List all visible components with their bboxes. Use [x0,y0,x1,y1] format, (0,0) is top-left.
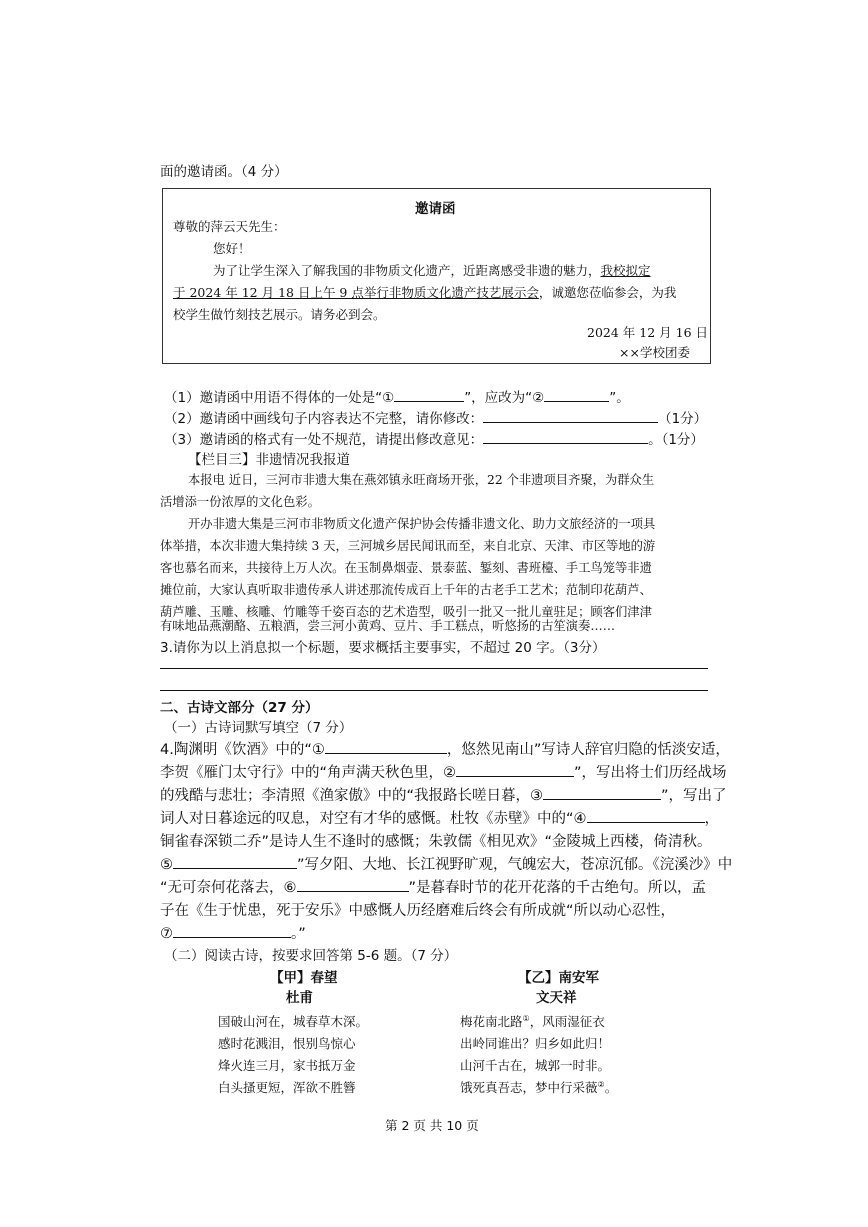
q2-score: （1分） [658,411,708,427]
l6-text-b: ”写夕阳、大地、长江视野旷观，气魄宏大，苍凉沉郁。《浣溪沙》中 [297,857,733,873]
poem-right-title: 【乙】南安军 [518,970,599,986]
answer-blank-2[interactable] [544,387,609,402]
poem-right-line-3: 山河千古在，城郭一时非。 [460,1058,611,1073]
news-p2-line-2: 体举措，本次非遗大集持续 3 天，三河城乡居民闻讯而至，来自北京、天津、市区等地的游 [160,539,656,553]
invitation-body-line-1 [213,261,651,279]
fill-line-4 [160,807,719,828]
footnote-marker-1: ① [522,1013,530,1023]
fill-blank-1[interactable] [325,739,447,754]
q1-text-c: ”。 [609,390,630,406]
poem-right-line-2: 出岭同谁出？归乡如此归！ [460,1036,611,1051]
news-p2-line-6: 有味地品燕潮酪、五粮酒，尝三河小黄鸡、豆片、手工糕点，听悠扬的古笙演奏…… [160,619,615,633]
body-line-1-text: 为了让学生深入了解我国的非物质文化遗产，近距离感受非遗的魅力， [213,263,601,278]
poem-right-line-4 [460,1078,617,1096]
l9-text-b: 。” [291,926,306,942]
q3-text: （3）邀请函的格式有一处不规范，请提出修改意见： [164,432,484,448]
fill-blank-7[interactable] [173,923,291,938]
fill-line-5: 铜雀春深锁二乔”是诗人生不逢时的感慨；朱敦儒《相见欢》“金陵城上西楼，倚清秋。 [160,834,712,850]
question-3: 3.请你为以上消息拟一个标题，要求概括主要事实，不超过 20 字。（3分） [160,640,606,656]
poem-left-author: 杜甫 [286,990,313,1006]
news-p2-line-5: 葫芦雕、玉雕、核雕、竹雕等千姿百态的艺术造型，吸引一批又一批儿童驻足；顾客们津津 [160,605,652,619]
column3-heading: 【栏目三】非遗情况我报道 [188,452,350,468]
fill-line-1 [160,738,730,759]
news-p2-line-4: 摊位前，大家认真听取非遗传承人讲述那流传成百上千年的古老手工艺术；范制印花葫芦、 [160,583,652,597]
page-footer: 第 2 页 共 10 页 [385,1118,479,1133]
l3-text-a: 的残酷与悲壮；李清照《渔家傲》中的“我报路长嗟日暮，③ [160,788,544,804]
q1-text-a: （1）邀请函中用语不得体的一处是“① [164,390,395,406]
intro-line: 面的邀请函。（4 分） [160,164,288,180]
poem-right-line-1 [460,1012,605,1030]
l2-text-a: 李贺《雁门太守行》中的“角声满天秋色里，② [160,765,457,781]
invitation-title: 邀请函 [415,201,456,217]
q3-end: 。（1分） [648,432,704,448]
l4-text-a: 词人对日暮途远的叹息，对空有才华的感慨。杜牧《赤壁》中的“④ [160,811,587,827]
fill-blank-6[interactable] [297,877,409,892]
invitation-body-line-3: 校学生做竹刻技艺展示。请务必到会。 [173,307,386,322]
invitation-greeting: 您好！ [213,241,251,256]
answer-blank-1[interactable] [394,387,464,402]
l4-text-b: ， [704,811,720,827]
underlined-sentence-start: 我校拟定 [600,263,651,278]
section2-title: 二、古诗文部分（27 分） [160,700,319,716]
fill-blank-5[interactable] [173,854,297,869]
poem-right-author: 文天祥 [536,990,577,1006]
l9-text-a: ⑦ [160,926,173,942]
news-p2-line-3: 客也慕名而来，共接待上万人次。在玉制鼻烟壶、景泰蓝、錾刻、書班檯、手工鸟笼等非遗 [160,561,652,575]
fill-blank-4[interactable] [587,808,705,823]
fill-line-2 [160,761,727,782]
fill-line-3 [160,784,727,805]
question-1-3 [164,428,704,448]
footnote-marker-2: ② [597,1079,605,1089]
poem-left-title: 【甲】春望 [270,970,338,986]
q1-text-b: ”，应改为“② [464,390,545,406]
fill-line-8: 子在《生于忧患，死于安乐》中感慨人历经磨难后终会有所成就“所以动心忍性， [160,903,676,919]
fill-blank-2[interactable] [456,762,574,777]
fill-line-6 [160,853,732,874]
news-p1-line-2: 活增添一份浓厚的文化色彩。 [160,495,320,509]
answer-line-2[interactable] [160,690,708,691]
poem-right-line-1a: 梅花南北路 [460,1014,523,1029]
l2-text-b: ”，写出将士们历经战场 [574,765,727,781]
invitation-box [162,188,711,364]
poem-left-line-3: 烽火连三月，家书抵万金 [218,1058,356,1073]
news-p1-line-1: 本报电 近日，三河市非遗大集在燕郊镇永旺商场开张，22 个非遗项目齐聚，为群众生 [188,473,655,487]
l3-text-b: ”，写出了 [661,788,727,804]
fill-line-9 [160,922,306,943]
poem-left-line-4: 白头搔更短，浑欲不胜簪 [218,1080,356,1095]
l7-text-b: ”是暮春时节的花开花落的千古绝句。所以，孟 [408,880,707,896]
l6-text-a: ⑤ [160,857,173,873]
answer-line-1[interactable] [160,668,708,669]
fill-line-7 [160,876,706,897]
poem-right-line-1b: ，风雨湿征衣 [529,1014,605,1029]
section2-sub1: （一）古诗词默写填空（7 分） [164,720,353,736]
fill-blank-3[interactable] [543,785,661,800]
l7-text-a: “无可奈何花落去，⑥ [160,880,297,896]
invitation-date: 2024 年 12 月 16 日 [587,325,708,340]
invitation-salutation: 尊敬的萍云天先生： [173,219,286,234]
section2-sub2: （二）阅读古诗，按要求回答第 5-6 题。（7 分） [164,948,458,964]
poem-left-line-1: 国破山河在，城春草木深。 [218,1014,369,1029]
answer-blank-q3[interactable] [483,429,648,444]
q2-text: （2）邀请函中画线句子内容表达不完整，请你修改： [164,411,484,427]
answer-blank-q2[interactable] [483,408,658,423]
invitation-body-line-2 [173,283,676,301]
poem-left-line-2: 感时花溅泪，恨别鸟惊心 [218,1036,356,1051]
l1-text-b: ，悠然见南山”写诗人辞官归隐的恬淡安适， [446,742,730,758]
invitation-signer: ××学校团委 [619,345,690,360]
body-line-2-text: ，诚邀您莅临参会，为我 [538,285,677,300]
underlined-sentence-end: 于 2024 年 12 月 18 日上午 9 点举行非物质文化遗产技艺展示会 [173,285,539,300]
poem-right-line-4b: 。 [604,1080,618,1095]
question-1-1 [164,386,630,406]
question-1-2 [164,407,707,427]
l1-text-a: 4.陶渊明《饮酒》中的“① [160,742,325,758]
poem-right-line-4a: 饿死真吾志，梦中行采薇 [460,1080,598,1095]
news-p2-line-1: 开办非遗大集是三河市非物质文化遗产保护协会传播非遗文化、助力文旅经济的一项具 [188,517,656,531]
